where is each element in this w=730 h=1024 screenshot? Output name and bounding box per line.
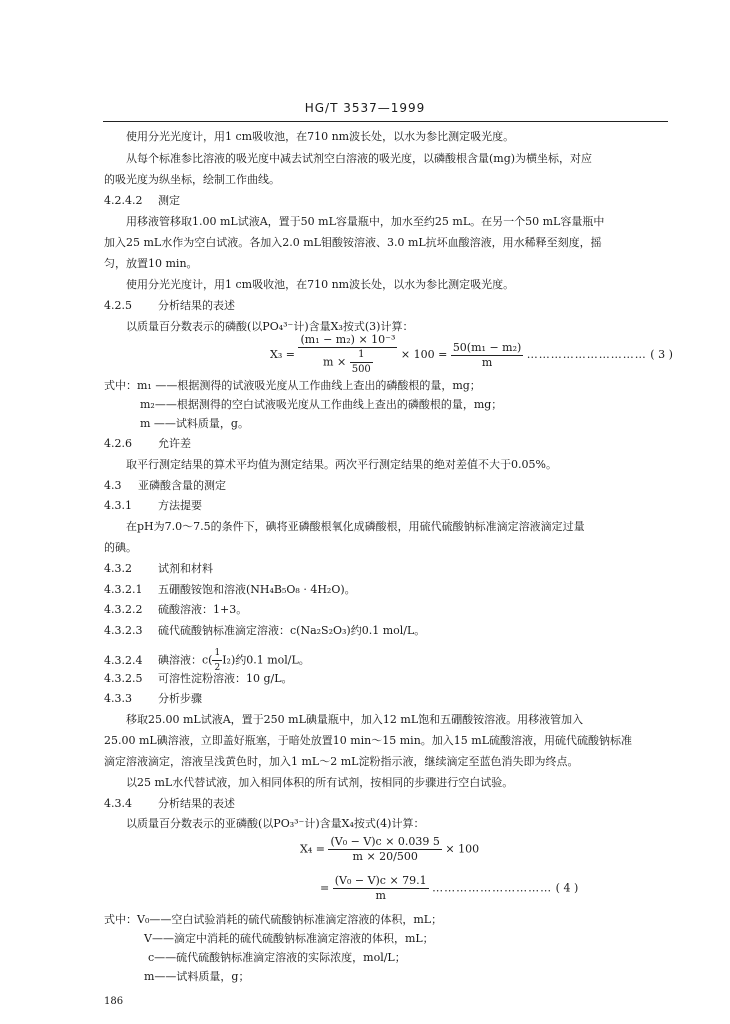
- paragraph: 的吸光度为纵坐标，绘制工作曲线。: [104, 173, 280, 186]
- where-clause: 式中：V₀——空白试验消耗的硫代硫酸钠标准滴定溶液的体积，mL；: [104, 913, 443, 926]
- paragraph: 滴定溶液滴定，溶液呈浅黄色时，加入1 mL～2 mL淀粉指示液，继续滴定至蓝色消失即为终点。: [104, 755, 579, 768]
- section-heading: 4.2.5 分析结果的表述: [104, 299, 235, 312]
- paragraph: 取平行测定结果的算术平均值为测定结果。两次平行测定结果的绝对差值不大于0.05%。: [126, 458, 557, 471]
- reagent-item: 4.3.2.2 硫酸溶液：1+3。: [104, 603, 248, 616]
- paragraph: 25.00 mL碘溶液，立即盖好瓶塞，于暗处放置10 min～15 min。加入15 mL硫酸溶液，用硫代硫酸钠标准: [104, 734, 633, 747]
- paragraph: 在pH为7.0～7.5的条件下，碘将亚磷酸根氧化成磷酸根，用硫代硫酸钠标准滴定溶液滴定过量: [126, 520, 585, 533]
- section-heading: 4.2.6 允许差: [104, 437, 191, 450]
- formula-4-line-1: X₄ = $\frac{\text{(V₀ − V)c × 0.039 5}}{m \times 20/500}$ × 100: [300, 835, 480, 863]
- reagent-item: 4.3.2.1 五硼酸铵饱和溶液(NH₄B₅O₈ · 4H₂O)。: [104, 583, 356, 596]
- formula-3: X₃ = (m₁ − m₂) × 10⁻³ m × $\frac{1}{500}$ × 100 = $\frac{\text{50(m₁ − m₂)}}{m}$ ………………………… ( 3 ): [270, 333, 673, 375]
- header-rule: [103, 121, 668, 122]
- paragraph: 移取25.00 mL试液A，置于250 mL碘量瓶中，加入12 mL饱和五硼酸铵溶液。用移液管加入: [126, 713, 584, 726]
- section-heading: 4.2.4.2 测定: [104, 194, 180, 207]
- section-heading: 4.3.4 分析结果的表述: [104, 797, 235, 810]
- reagent-item: 4.3.2.3 硫代硫酸钠标准滴定溶液：c(Na₂S₂O₃)约0.1 mol/L。: [104, 624, 426, 637]
- reagent-item: 4.3.2.4 碘溶液：c( $\frac{1}{2}$ I₂)约0.1 mol/L。: [104, 648, 310, 673]
- section-heading: 4.3 亚磷酸含量的测定: [104, 479, 226, 492]
- where-clause: m ——试料质量，g。: [140, 417, 249, 430]
- paragraph: 使用分光光度计，用1 cm吸收池，在710 nm波长处，以水为参比测定吸光度。: [126, 130, 515, 143]
- formula-4-line-2: = $\frac{\text{(V₀ − V)c × 79.1}}{m}$ ………………………… ( 4 ): [320, 874, 579, 902]
- paragraph: 使用分光光度计，用1 cm吸收池，在710 nm波长处，以水为参比测定吸光度。: [126, 278, 515, 291]
- paragraph: 用移液管移取1.00 mL试液A，置于50 mL容量瓶中，加水至约25 mL。在另一个50 mL容量瓶中: [126, 215, 605, 228]
- reagent-item: 4.3.2.5 可溶性淀粉溶液：10 g/L。: [104, 672, 293, 685]
- paragraph: 从每个标准参比溶液的吸光度中减去试剂空白溶液的吸光度，以磷酸根含量(mg)为横坐标，对应: [126, 152, 593, 165]
- paragraph: 的碘。: [104, 541, 137, 554]
- where-clause: V——滴定中消耗的硫代硫酸钠标准滴定溶液的体积，mL；: [144, 932, 434, 945]
- paragraph: 匀，放置10 min。: [104, 257, 198, 270]
- section-heading: 4.3.3 分析步骤: [104, 692, 202, 705]
- where-clause: m₂——根据测得的空白试液吸光度从工作曲线上查出的磷酸根的量，mg；: [140, 398, 503, 411]
- where-clause: m——试料质量，g；: [144, 970, 250, 983]
- paragraph: 以质量百分数表示的亚磷酸(以PO₃³⁻计)含量X₄按式(4)计算：: [126, 817, 425, 830]
- section-heading: 4.3.2 试剂和材料: [104, 562, 213, 575]
- paragraph: 加入25 mL水作为空白试液。各加入2.0 mL钼酸铵溶液、3.0 mL抗坏血酸溶液，用水稀释至刻度，摇: [104, 236, 602, 249]
- paragraph: 以质量百分数表示的磷酸(以PO₄³⁻计)含量X₃按式(3)计算：: [126, 320, 414, 333]
- page-number: 186: [104, 996, 124, 1007]
- paragraph: 以25 mL水代替试液，加入相同体积的所有试剂，按相同的步骤进行空白试验。: [126, 776, 514, 789]
- section-heading: 4.3.1 方法提要: [104, 499, 202, 512]
- where-clause: c——硫代硫酸钠标准滴定溶液的实际浓度，mol/L；: [148, 951, 406, 964]
- page-header: HG/T 3537—1999: [304, 101, 426, 115]
- where-clause: 式中：m₁ ——根据测得的试液吸光度从工作曲线上查出的磷酸根的量，mg；: [104, 379, 481, 392]
